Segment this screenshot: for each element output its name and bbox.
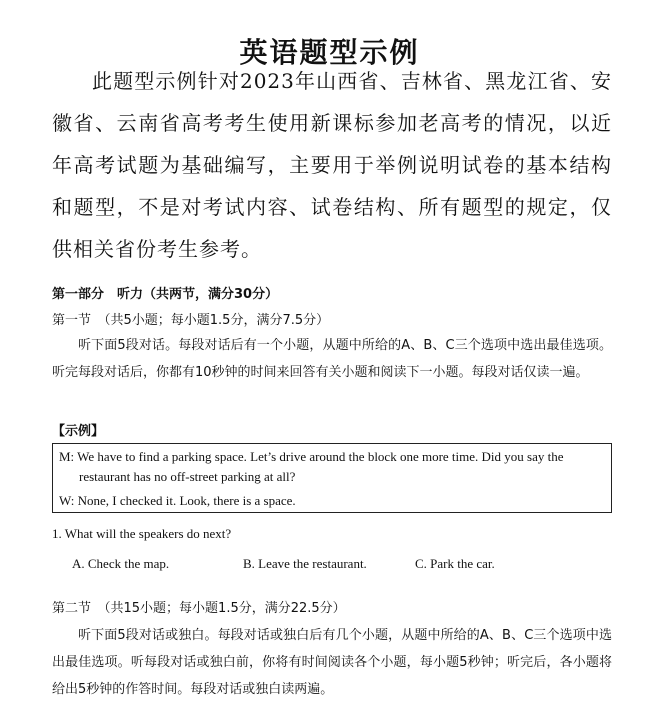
section-two-instructions: 听下面5段对话或独白。每段对话或独白后有几个小题，从题中所给的A、B、C三个选项中选出最佳选项。听每段对话或独白前，你将有时间阅读各个小题，每小题5秒钟；听完后，各小题将给出5秒钟的作答时间。每段对话或独白读两遍。 — [52, 628, 612, 697]
option-c: C. Park the car. — [415, 556, 495, 571]
example-dialogue-box — [52, 443, 612, 513]
example-label: 【示例】 — [52, 424, 105, 439]
question-text: 1. What will the speakers do next? — [52, 526, 232, 541]
option-b: B. Leave the restaurant. — [243, 556, 367, 571]
section-one-heading: 第一节 （共5小题；每小题1.5分，满分7.5分） — [52, 313, 330, 328]
page-title: 英语题型示例 — [239, 35, 420, 69]
option-a: A. Check the map. — [72, 556, 170, 571]
dialogue-line-man: M: We have to find a parking space. Let’s drive around the block one more time. Did you say the — [59, 449, 564, 464]
section-one-instructions: 听下面5段对话。每段对话后有一个小题，从题中所给的A、B、C三个选项中选出最佳选项。听完每段对话后，你都有10秒钟的时间来回答有关小题和阅读下一小题。每段对话仅读一遍。 — [52, 338, 612, 380]
dialogue-line-man-continued: restaurant has no off-street parking at all? — [79, 469, 296, 484]
dialogue-line-woman: W: None, I checked it. Look, there is a space. — [59, 493, 296, 508]
section-two-heading: 第二节 （共15小题；每小题1.5分，满分22.5分） — [52, 601, 346, 616]
part-one-heading: 第一部分 听力（共两节，满分30分） — [52, 287, 279, 302]
intro-paragraph: 此题型示例针对2023年山西省、吉林省、黑龙江省、安徽省、云南省高考考生使用新课标参加老高考的情况，以近年高考试题为基础编写，主要用于举例说明试卷的基本结构和题型，不是对考试内容、试卷结构、所有题型的规定，仅供相关省份考生参考。 — [52, 69, 612, 261]
